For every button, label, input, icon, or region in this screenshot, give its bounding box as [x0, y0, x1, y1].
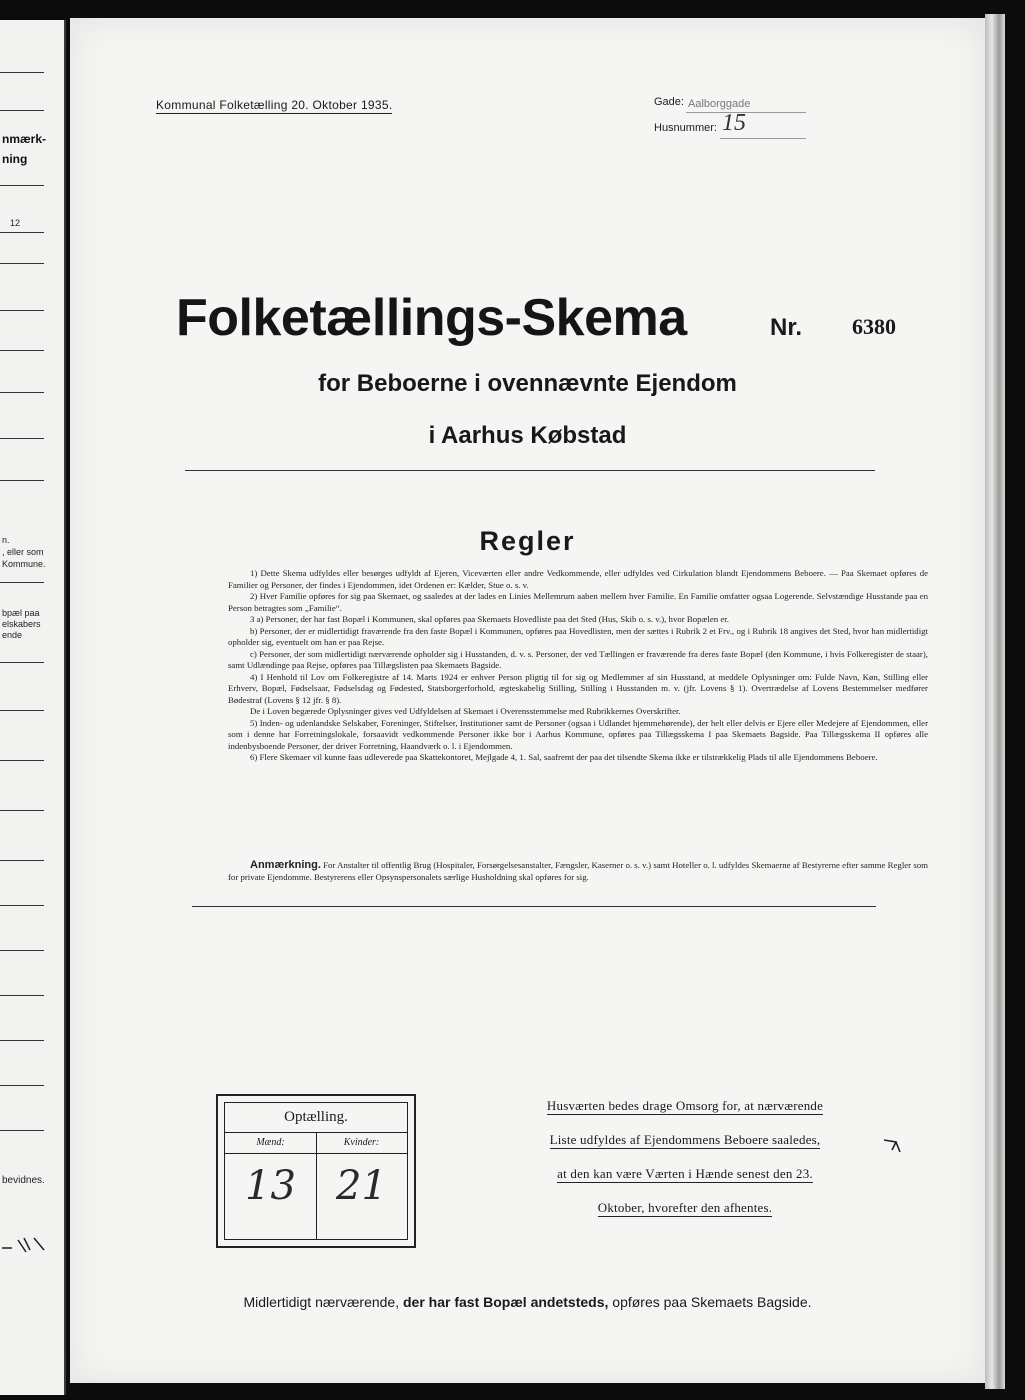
- left-rule: [0, 263, 44, 264]
- left-rule: [0, 810, 44, 811]
- left-rule: [0, 1130, 44, 1131]
- remark-label: Anmærkning.: [250, 859, 321, 871]
- host-notice-text: at den kan være Værten i Hænde senest den 23.: [557, 1166, 813, 1181]
- left-rule: [0, 950, 44, 951]
- house-number-value: 15: [722, 110, 746, 136]
- house-number-underline: [720, 138, 806, 139]
- men-count: 13: [245, 1163, 296, 1209]
- left-heading-2: ning: [2, 152, 28, 166]
- left-rule: [0, 860, 44, 861]
- form-number-label: Nr.: [770, 314, 803, 341]
- host-notice-text: Oktober, hvorefter den afhentes.: [597, 1200, 773, 1215]
- left-heading-1: nmærk-: [2, 132, 47, 146]
- tally-title: Optælling.: [284, 1109, 348, 1125]
- rule-item: 6) Flere Skemaer vil kunne faas udleverede paa Skattekontoret, Mejlgade 4, 1. Sal, saafremt der paa det tilsendte Skema ikke er tilstrækkelig Plads til alle Ejendommens Beboere.: [250, 752, 878, 762]
- host-notice-line: [510, 1098, 860, 1114]
- left-rule: [0, 392, 44, 393]
- rules-heading: Regler: [479, 526, 576, 556]
- left-rule: [0, 480, 44, 481]
- form-subtitle: for Beboerne i ovennævnte Ejendom: [318, 370, 737, 397]
- host-notice-text: Liste udfyldes af Ejendommens Beboere saaledes,: [549, 1132, 821, 1147]
- remark-paragraph: [228, 860, 928, 883]
- men-label: Mænd:: [256, 1137, 285, 1148]
- left-fragment: n.: [2, 535, 10, 545]
- form-subtitle-city: i Aarhus Købstad: [428, 422, 627, 449]
- left-rule: [0, 185, 44, 186]
- left-rule: [0, 438, 44, 439]
- left-handwritten-mark: [0, 1230, 60, 1260]
- rule-item: c) Personer, der som midlertidigt nærværende opholder sig i Husstanden, d. v. s. Personer, der ved Tællingen er fraværende fra deres faste Bopæl (den Kommune, i hvis Folkeregister de staar), samt Udlændinge paa Rejse, opføres paa Tillægslisten paa Skemaets Bagside.: [228, 648, 928, 670]
- footer-bold: der har fast Bopæl andetsteds,: [403, 1294, 609, 1310]
- left-fragment: Kommune.: [2, 559, 46, 569]
- tally-box: [216, 1094, 416, 1248]
- divider: [185, 470, 875, 471]
- left-rule: [0, 662, 44, 663]
- left-rule: [0, 232, 44, 233]
- left-rule: [0, 1085, 44, 1086]
- rule-item: 4) I Henhold til Lov om Folkeregistre af 14. Marts 1924 er enhver Person pligtig til for sig og Medlemmer af sin Husstand, at meddele Oplysninger om: Fulde Navn, Køn, Stilling eller Erhverv, Bopæl, Fødselsaar, Fødselsdag og Fødested, Statsborgerforhold, ægteskabelig Stilling, Stilling i Husstanden m. v. (jfr. Lovens § 1). Overtrædelse af Lovens Bestemmelser medfører Bødestraf (Lovens § 12 jfr. § 8).: [228, 671, 928, 705]
- street-label: Gade:: [654, 96, 684, 108]
- left-fragment: ende: [2, 630, 23, 640]
- host-notice-line: [510, 1166, 860, 1182]
- host-notice-text: Husværten bedes drage Omsorg for, at nærværende: [546, 1098, 824, 1113]
- left-fragment: bevidnes.: [2, 1175, 45, 1186]
- left-small-number: 12: [10, 218, 21, 228]
- left-fragment: elskabers: [2, 619, 41, 629]
- census-heading: Kommunal Folketælling 20. Oktober 1935.: [156, 98, 393, 112]
- street-value: Aalborggade: [688, 98, 751, 110]
- rule-item: De i Loven begærede Oplysninger gives ved Udfyldelsen af Skemaet i Overensstemmelse med Rubrikkernes Overskrifter.: [250, 706, 681, 716]
- rule-item: 2) Hver Familie opføres for sig paa Skemaet, og saaledes at der lades en Linies Mellemrum aaben mellem hver Familie. En Familie omfatter ogsaa Logerende. Selvstændige Husstande paa en Person betragtes som „Familie“.: [228, 591, 928, 613]
- host-notice-line: [510, 1200, 860, 1216]
- left-rule: [0, 1040, 44, 1041]
- form-title: Folketællings-Skema: [176, 289, 687, 347]
- women-label: Kvinder:: [343, 1137, 380, 1148]
- handwritten-mark: [882, 1136, 906, 1156]
- left-rule: [0, 905, 44, 906]
- left-rule: [0, 110, 44, 111]
- divider: [192, 906, 876, 907]
- footer-note: [70, 1294, 985, 1310]
- house-number-label: Husnummer:: [654, 122, 717, 134]
- left-rule: [0, 310, 44, 311]
- rule-item: 3 a) Personer, der har fast Bopæl i Kommunen, skal opføres paa Skemaets Hovedliste paa det Sted (Hus, Skib o. s. v.), hvor Bopælen er.: [250, 614, 729, 624]
- left-fragment: , eller som: [2, 547, 44, 557]
- rules-list: [228, 568, 928, 764]
- census-form-page: [70, 18, 985, 1383]
- host-notice-line: [510, 1132, 860, 1148]
- left-rule: [0, 350, 44, 351]
- footer-part: Midlertidigt nærværende,: [243, 1294, 403, 1310]
- street-underline: [686, 112, 806, 113]
- left-rule: [0, 582, 44, 583]
- left-rule: [0, 710, 44, 711]
- left-rule: [0, 760, 44, 761]
- left-fragment: bpæl paa: [2, 608, 40, 618]
- women-count: 21: [336, 1163, 387, 1209]
- remark-text: For Anstalter til offentlig Brug (Hospitaler, Forsørgelsesanstalter, Fængsler, Kaserner o. s. v.) samt Hoteller o. l. udfyldes Skemaerne af Bestyrerne efter samme Regler som for private Ejendomme. Bestyrerens eller Opsynspersonalets særlige Husholdning skal opføres for sig.: [228, 860, 928, 882]
- left-rule: [0, 995, 44, 996]
- tally-inner: [224, 1102, 408, 1240]
- footer-part: opføres paa Skemaets Bagside.: [608, 1294, 812, 1310]
- left-facing-page: [0, 20, 66, 1395]
- rule-item: 1) Dette Skema udfyldes eller besørges udfyldt af Ejeren, Viceværten eller andre Vedkommende, eller udfyldes ved Cirkulation blandt Ejendommens Beboere. — Paa Skemaet opføres de Familier og Personer, der findes i Ejendommen, idet Ordenen er: Kælder, Stue o. s. v.: [228, 568, 928, 590]
- form-number-value: 6380: [852, 314, 896, 339]
- rule-item: b) Personer, der er midlertidigt fraværende fra den faste Bopæl i Kommunen, opføres paa Hovedlisten, men der sættes i Rubrik 2 et Frv., og i Rubrik 18 angives det Sted, hvor han midlertidigt opholder sig, eventuelt om han er paa Rejse.: [228, 625, 928, 647]
- rule-item: 5) Inden- og udenlandske Selskaber, Foreninger, Stiftelser, Institutioner samt de Personer (ogsaa i Udlandet hjemmehørende), der helt eller delvis er Ejere eller Medejere af Ejendommen, eller som i denne har Forretningslokale, forsaavidt vedkommende Personer ikke bor i Aarhus Kommune, opføres paa Tillægsskema I paa Skemaets Bagside. Paa Tillægsskema II opføres alle indenbysboende Personer, der driver Forretning, Haandværk o. l. i Ejendommen.: [228, 717, 928, 751]
- page-stack-edge: [985, 14, 1005, 1389]
- left-rule: [0, 72, 44, 73]
